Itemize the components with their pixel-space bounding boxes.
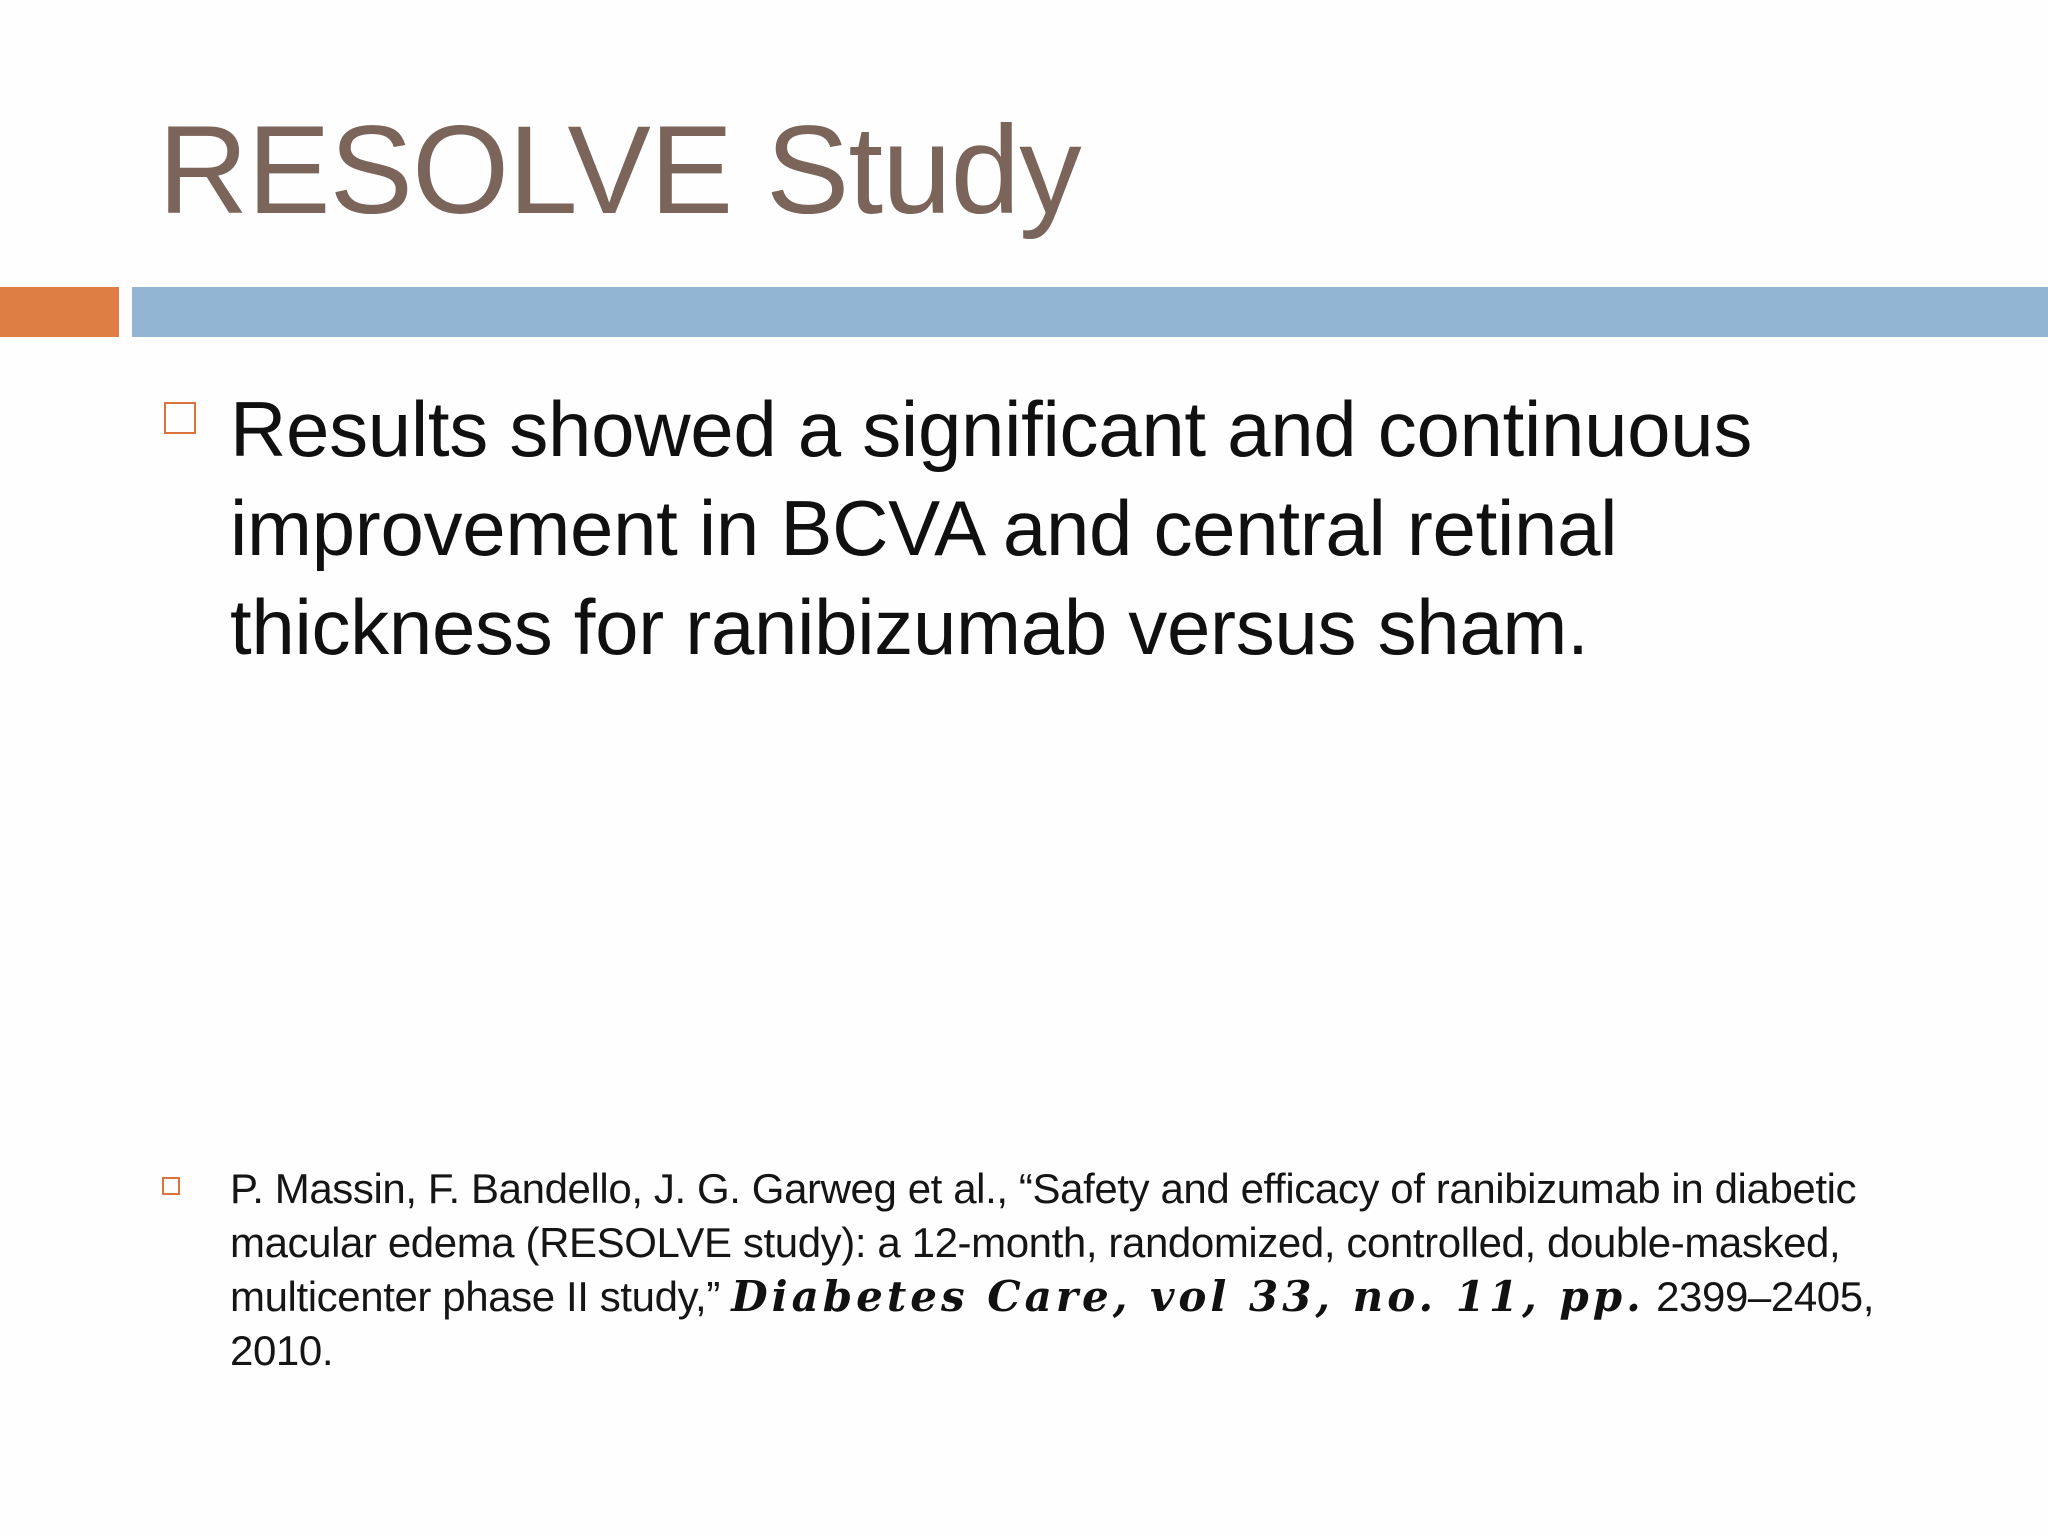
reference-citation [230, 1162, 1902, 1378]
reference-authors-title: P. Massin, F. Bandello, J. G. Garweg et al., “Safety and efficacy of ranibizumab in diabetic macular edema (RESOLVE study): a 12-month, randomized, controlled, double-masked, multicenter phase II study,” [230, 1165, 1857, 1320]
reference-pages-year: 2399–2405, 2010. [230, 1273, 1874, 1374]
square-bullet-icon [164, 402, 196, 434]
main-bullet-item [162, 380, 1882, 677]
title-rule-bar [132, 287, 2048, 337]
square-bullet-icon [162, 1177, 180, 1195]
main-bullet-text: Results showed a significant and continuous improvement in BCVA and central retinal thickness for ranibizumab versus sham. [230, 385, 1753, 671]
reference-journal: Diabetes Care, vol 33, no. 11, pp. [731, 1272, 1645, 1321]
slide-title: RESOLVE Study [158, 101, 1081, 240]
reference-bullet-item [162, 1162, 1902, 1378]
title-accent-bar [0, 287, 119, 337]
